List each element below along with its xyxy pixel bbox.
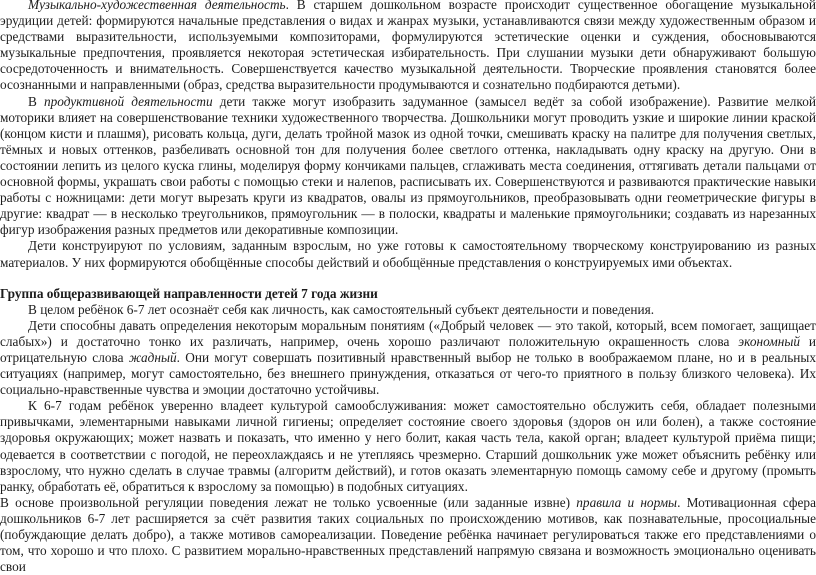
regulation-text-2: . Мотивационная сфера дошкольников 6-7 лет расширяется за счёт развития таких социальных по происхождению мотивов, как познавательные, просоциальные (побуждающие делать добро), а также мотивов самореализации. Поведение ребёнка начинает регулироваться также его представлениями о том, что хорошо и что плохо. С развитием морально-нравственных представлений напрямую связана и возможность эмоционально оценивать свои bbox=[0, 494, 816, 575]
paragraph-productive-activity bbox=[0, 94, 816, 239]
moral-text-1: Дети способны давать определения некоторым моральным понятиям («Добрый человек — это такой, который, всем помогает, защищает слабых») и достаточно тонко их различать, например, очень хорошо различают положительную окрашенность слова bbox=[0, 317, 816, 349]
moral-text-2: и отрицательную слова bbox=[0, 333, 816, 365]
paragraph-productive-text: дети также могут изобразить задуманное (замысел ведёт за собой изображение). Развитие мелкой моторики влияет на совершенствование техники художественного творчества. Дошкольники могут проводить узкие и широкие линии краской (концом кисти и плашмя), рисовать кольца, дуги, делать тройной мазок из одной точки, смешивать краску на палитре для получения светлых, тёмных и новых оттенков, разбеливать основной тон для получения более светлого оттенка, накладывать одну краску на другую. Они в состоянии лепить из целого куска глины, моделируя форму кончиками пальцев, сглаживать места соединения, оттягивать детали пальцами от основной формы, украшать свои работы с помощью стеки и налепов, расписывать их. Совершенствуются и развиваются практические навыки работы с ножницами: дети могут вырезать круги из квадратов, овалы из прямоугольников, преобразовывать одни геометрические фигуры в другие: квадрат — в несколько треугольников, прямоугольник — в полоски, квадраты и маленькие прямоугольники; создавать из нарезанных фигур изображения разных предметов или декоративные композиции. bbox=[0, 93, 816, 238]
regulation-text-1: В основе произвольной регуляции поведения лежат не только усвоенные (или заданные извне) bbox=[0, 494, 577, 510]
term-rules-and-norms: правила и нормы bbox=[576, 494, 678, 510]
paragraph-musical-text: . В старшем дошкольном возрасте происходит существенное обогащение музыкальной эрудиции детей: формируются начальные представления о видах и жанрах музыки, устанавливаются связи между художественным образом и средствами выразительности, используемыми композиторами, формулируются эстетические оценки и суждения, обосновываются музыкальные предпочтения, проявляется некоторая эстетическая избирательность. При слушании музыки дети обнаруживают большую сосредоточенность и внимательность. Совершенствуется качество музыкальной деятельности. Творческие проявления становятся более осознанными и направленными (образ, средства выразительности продумываются и сознательно подбираются детьми). bbox=[0, 0, 816, 93]
term-musical-activity: Музыкально-художественная деятельность bbox=[28, 0, 286, 12]
term-economical: экономный bbox=[738, 333, 800, 349]
term-productive-activity: продуктивной деятельности bbox=[43, 93, 213, 109]
paragraph-productive-prefix: В bbox=[28, 93, 44, 109]
paragraph-musical-activity bbox=[0, 0, 816, 94]
term-greedy: жадный bbox=[128, 349, 177, 365]
paragraph-moral-concepts bbox=[0, 318, 816, 398]
spacer bbox=[0, 271, 816, 285]
paragraph-self-care: К 6-7 годам ребёнок уверенно владеет культурой самообслуживания: может самостоятельно обслужить себя, обладает полезными привычками, элементарными навыками личной гигиены; определяет состояние своего здоровья (здоров он или болен), а также состояние здоровья окружающих; может назвать и показать, что именно у него болит, какая часть тела, какой орган; владеет культурой приёма пищи; одевается в соответствии с погодой, не переохлаждаясь и не утепляясь чрезмерно. Старший дошкольник уже может объяснить ребёнку или взрослому, что нужно сделать в случае травмы (алгоритм действий), и готов оказать элементарную помощь самому себе и другому (промыть ранку, обработать её, обратиться к взрослому за помощью) в подобных ситуациях. bbox=[0, 398, 816, 494]
moral-text-3: . Они могут совершать позитивный нравственный выбор не только в воображаемом плане, но и в реальных ситуациях (например, могут самостоятельно, без внешнего принуждения, отказаться от чего-то приятного в пользу близкого человека). Их социально-нравственные чувства и эмоции достаточно устойчивы. bbox=[0, 349, 816, 398]
section-heading: Группа общеразвивающей направленности детей 7 года жизни bbox=[0, 285, 378, 301]
paragraph-personality: В целом ребёнок 6-7 лет осознаёт себя как личность, как самостоятельный субъект деятельности и поведения. bbox=[28, 301, 655, 317]
paragraph-regulation bbox=[0, 495, 816, 575]
paragraph-construction: Дети конструируют по условиям, заданным взрослым, но уже готовы к самостоятельному творческому конструированию из разных материалов. У них формируются обобщённые способы действий и обобщённые представления о конструируемых ими объектах. bbox=[0, 238, 816, 270]
